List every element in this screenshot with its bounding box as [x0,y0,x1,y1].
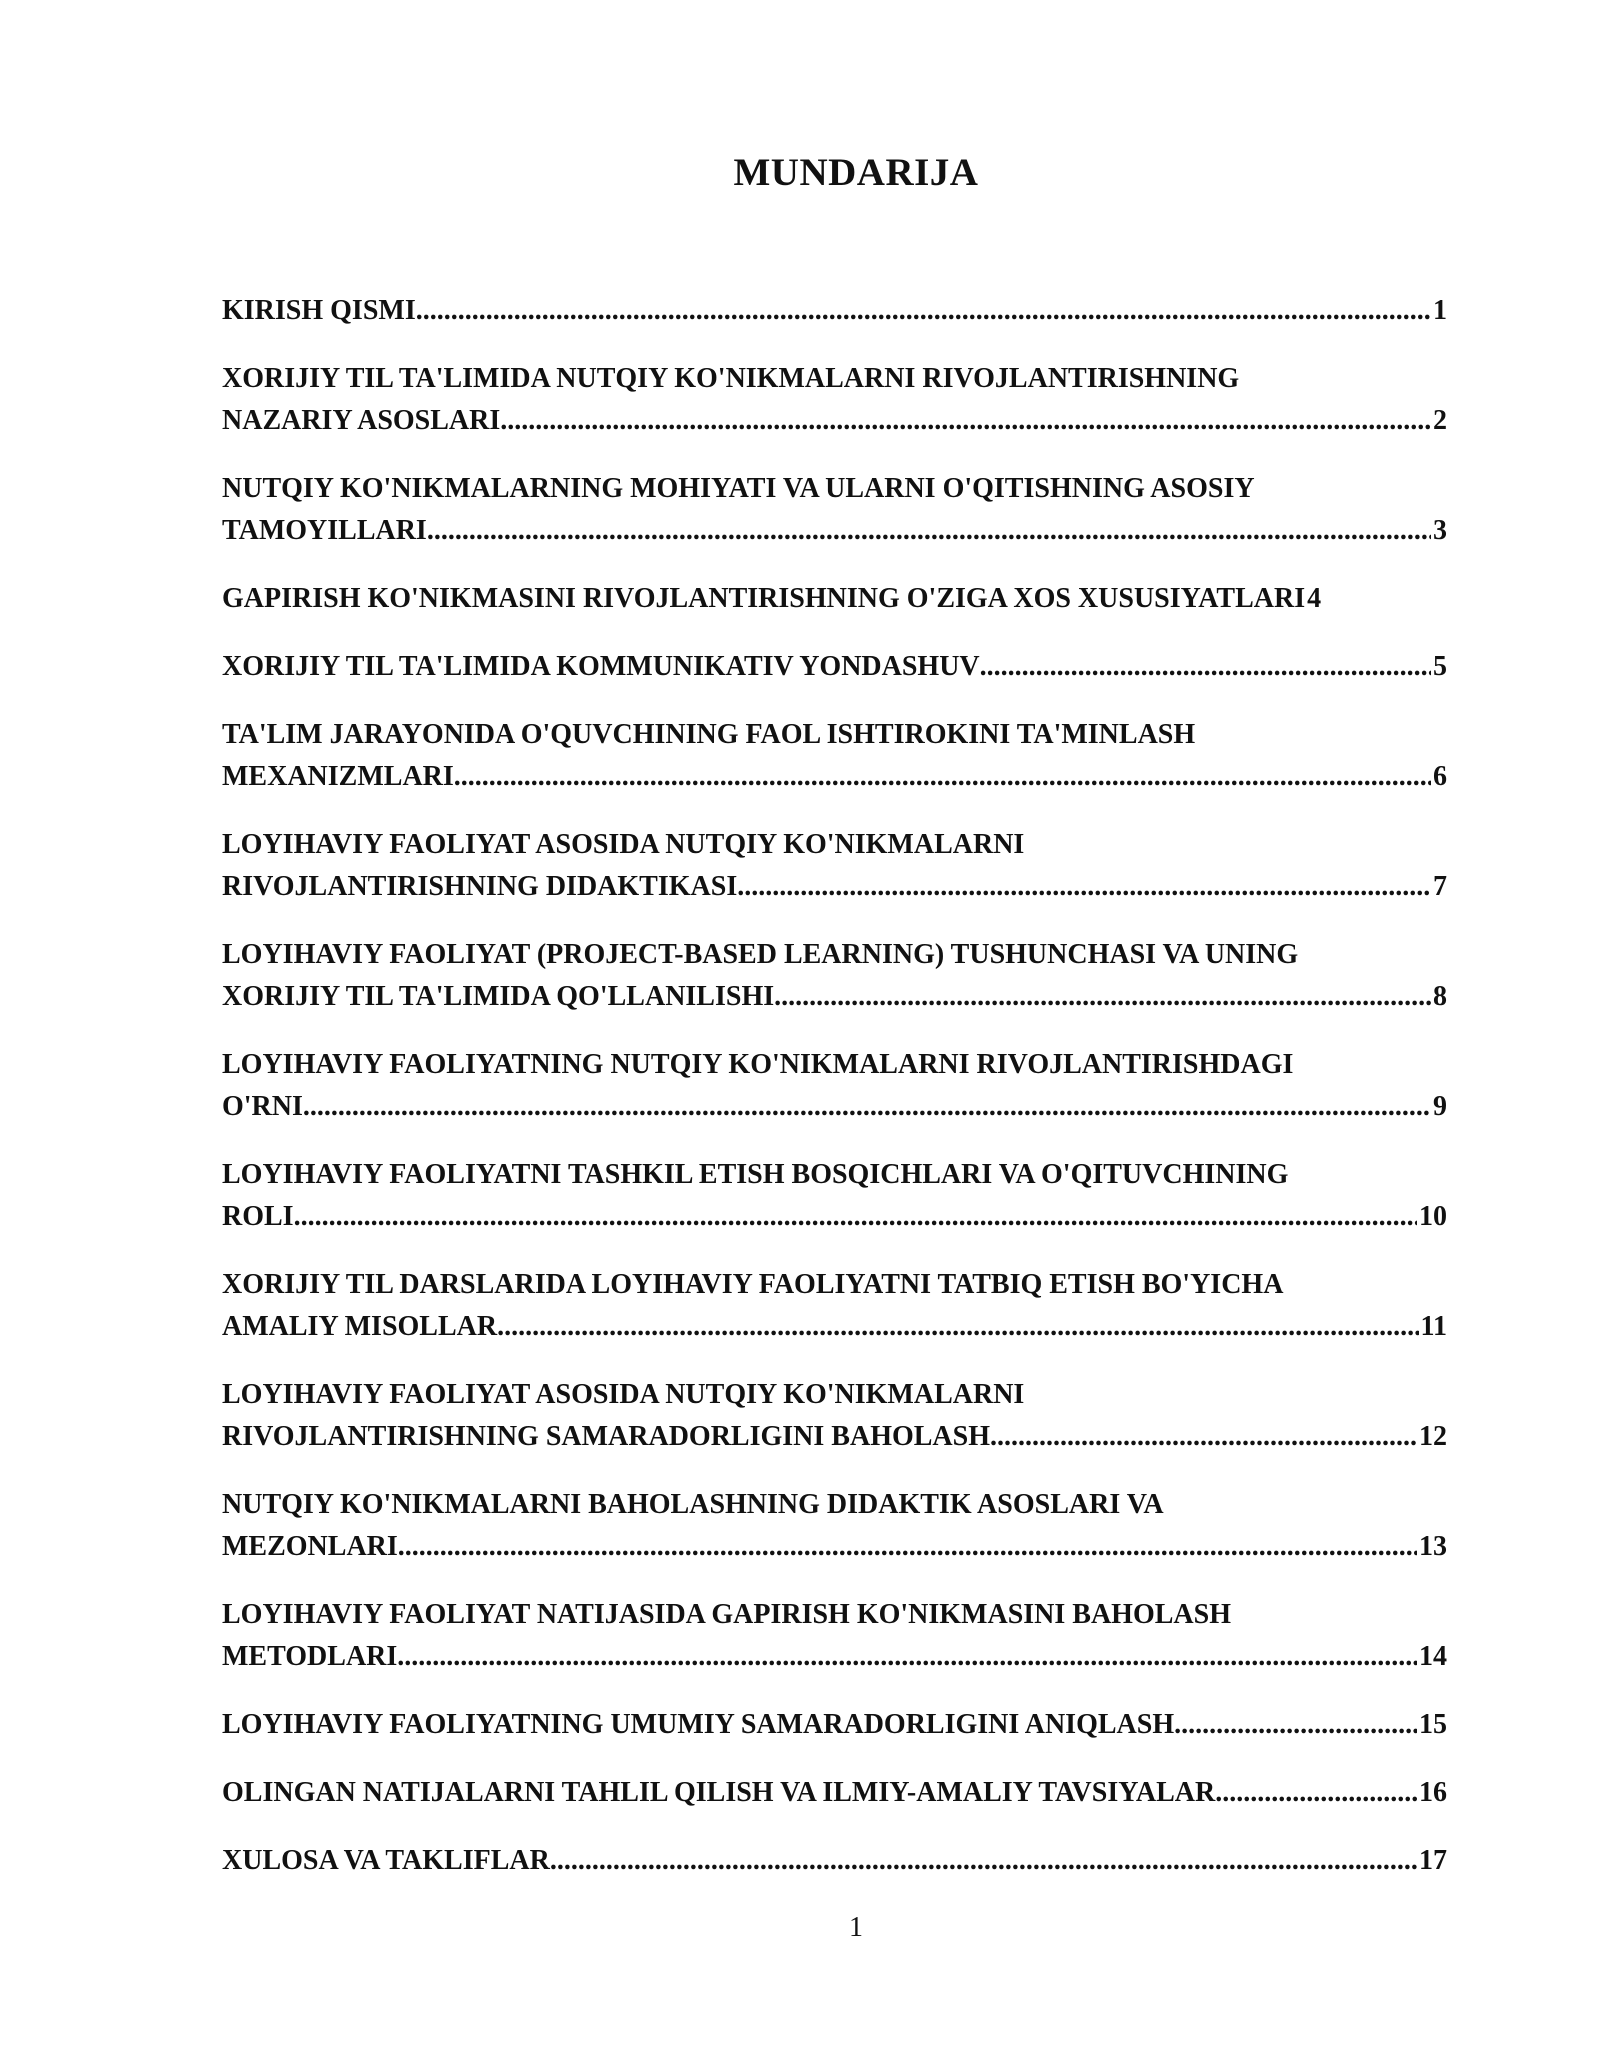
toc-entry-title-line: LOYIHAVIY FAOLIYAT ASOSIDA NUTQIY KO'NIKMALARNI [222,1379,1025,1410]
toc-entry-last-line [222,1196,1447,1238]
toc-entry-title: MEZONLARI [222,1531,398,1562]
toc-entry-page-number: 1 [1433,295,1447,326]
dot-leader [294,1196,1417,1238]
toc-entry-title-line: LOYIHAVIY FAOLIYATNI TASHKIL ETISH BOSQICHLARI VA O'QITUVCHINING [222,1159,1289,1190]
dot-leader [303,1086,1431,1128]
toc-entry[interactable] [222,358,1447,442]
dot-leader [1174,1704,1417,1746]
toc-entry-title: METODLARI [222,1641,398,1672]
toc-entry-last-line [222,510,1447,552]
toc-entry-title-line: XORIJIY TIL DARSLARIDA LOYIHAVIY FAOLIYATNI TATBIQ ETISH BO'YICHA [222,1269,1284,1300]
toc-entry-last-line [222,976,1447,1018]
table-of-contents [222,290,1447,1908]
toc-entry-page-number: 6 [1433,761,1447,792]
toc-entry-title: KIRISH QISMI [222,295,416,326]
toc-entry-title: NAZARIY ASOSLARI [222,405,501,436]
toc-entry[interactable] [222,578,1447,620]
toc-entry[interactable] [222,824,1447,908]
toc-entry-page-number: 5 [1433,651,1447,682]
dot-leader [1215,1772,1417,1814]
toc-entry-last-line [222,578,1447,620]
toc-entry-title-line: TA'LIM JARAYONIDA O'QUVCHINING FAOL ISHTIROKINI TA'MINLASH [222,719,1196,750]
toc-entry[interactable] [222,934,1447,1018]
toc-entry-last-line [222,1704,1447,1746]
dot-leader [990,1416,1417,1458]
toc-entry[interactable] [222,1840,1447,1882]
toc-entry-title: MEXANIZMLARI [222,761,454,792]
toc-entry[interactable] [222,1772,1447,1814]
dot-leader [416,290,1431,332]
dot-leader [737,866,1431,908]
toc-entry-title: O'RNI [222,1091,303,1122]
toc-entry-page-number: 11 [1420,1311,1447,1342]
toc-entry[interactable] [222,1264,1447,1348]
dot-leader [427,510,1431,552]
toc-entry[interactable] [222,1484,1447,1568]
toc-entry-last-line [222,1526,1447,1568]
toc-entry-page-number: 8 [1433,981,1447,1012]
toc-entry-title-line: XORIJIY TIL TA'LIMIDA NUTQIY KO'NIKMALARNI RIVOJLANTIRISHNING [222,363,1240,394]
toc-entry-page-number: 4 [1307,583,1322,614]
toc-entry-last-line [222,1840,1447,1882]
toc-entry-title: RIVOJLANTIRISHNING SAMARADORLIGINI BAHOLASH [222,1421,991,1452]
toc-entry-page-number: 16 [1419,1777,1447,1808]
toc-entry-last-line [222,756,1447,798]
toc-entry-title: RIVOJLANTIRISHNING DIDAKTIKASI [222,871,738,902]
toc-entry[interactable] [222,646,1447,688]
page-number: 1 [849,1912,863,1943]
dot-leader [550,1840,1417,1882]
dot-leader [454,756,1431,798]
toc-entry-title: AMALIY MISOLLAR [222,1311,498,1342]
dot-leader [497,1306,1418,1348]
toc-entry-page-number: 12 [1419,1421,1447,1452]
dot-leader [980,646,1431,688]
toc-entry-last-line [222,1636,1447,1678]
toc-entry-last-line [222,1772,1447,1814]
toc-entry-title-line: NUTQIY KO'NIKMALARNI BAHOLASHNING DIDAKTIK ASOSLARI VA [222,1489,1164,1520]
toc-entry-title: XORIJIY TIL TA'LIMIDA KOMMUNIKATIV YONDASHUV [222,651,980,682]
toc-entry-title: XORIJIY TIL TA'LIMIDA QO'LLANILISHI [222,981,775,1012]
toc-entry-last-line [222,290,1447,332]
toc-entry-title-line: NUTQIY KO'NIKMALARNING MOHIYATI VA ULARNI O'QITISHNING ASOSIY [222,473,1255,504]
toc-entry-title-line: LOYIHAVIY FAOLIYATNING NUTQIY KO'NIKMALARNI RIVOJLANTIRISHDAGI [222,1049,1294,1080]
toc-entry-page-number: 13 [1419,1531,1447,1562]
toc-entry[interactable] [222,290,1447,332]
toc-entry-page-number: 7 [1433,871,1447,902]
toc-entry-title-line: LOYIHAVIY FAOLIYAT NATIJASIDA GAPIRISH KO'NIKMASINI BAHOLASH [222,1599,1231,1630]
toc-entry-last-line [222,646,1447,688]
toc-entry[interactable] [222,1374,1447,1458]
dot-leader [398,1526,1417,1568]
toc-entry-title: LOYIHAVIY FAOLIYATNING UMUMIY SAMARADORLIGINI ANIQLASH [222,1709,1175,1740]
toc-entry-page-number: 9 [1433,1091,1447,1122]
toc-entry-page-number: 14 [1419,1641,1447,1672]
toc-entry[interactable] [222,714,1447,798]
toc-entry-page-number: 3 [1433,515,1447,546]
toc-entry[interactable] [222,1154,1447,1238]
toc-entry-last-line [222,1086,1447,1128]
page-title: MUNDARIJA [733,151,979,194]
toc-entry-title-line: LOYIHAVIY FAOLIYAT ASOSIDA NUTQIY KO'NIKMALARNI [222,829,1025,860]
dot-leader [500,400,1431,442]
toc-entry-title: OLINGAN NATIJALARNI TAHLIL QILISH VA ILMIY-AMALIY TAVSIYALAR [222,1777,1216,1808]
toc-entry[interactable] [222,468,1447,552]
toc-entry-last-line [222,1416,1447,1458]
toc-entry-page-number: 17 [1419,1845,1447,1876]
toc-entry-last-line [222,866,1447,908]
toc-entry-page-number: 2 [1433,405,1447,436]
toc-entry[interactable] [222,1704,1447,1746]
toc-entry-title: TAMOYILLARI [222,515,427,546]
toc-entry-page-number: 15 [1419,1709,1447,1740]
toc-entry-title: ROLI [222,1201,294,1232]
toc-entry-last-line [222,1306,1447,1348]
toc-entry-last-line [222,400,1447,442]
dot-leader [774,976,1431,1018]
toc-entry-title: XULOSA VA TAKLIFLAR [222,1845,550,1876]
toc-entry[interactable] [222,1594,1447,1678]
toc-entry-title: GAPIRISH KO'NIKMASINI RIVOJLANTIRISHNING O'ZIGA XOS XUSUSIYATLARI [222,583,1306,614]
toc-entry[interactable] [222,1044,1447,1128]
toc-entry-page-number: 10 [1419,1201,1447,1232]
dot-leader [397,1636,1417,1678]
toc-entry-title-line: LOYIHAVIY FAOLIYAT (PROJECT-BASED LEARNING) TUSHUNCHASI VA UNING [222,939,1299,970]
